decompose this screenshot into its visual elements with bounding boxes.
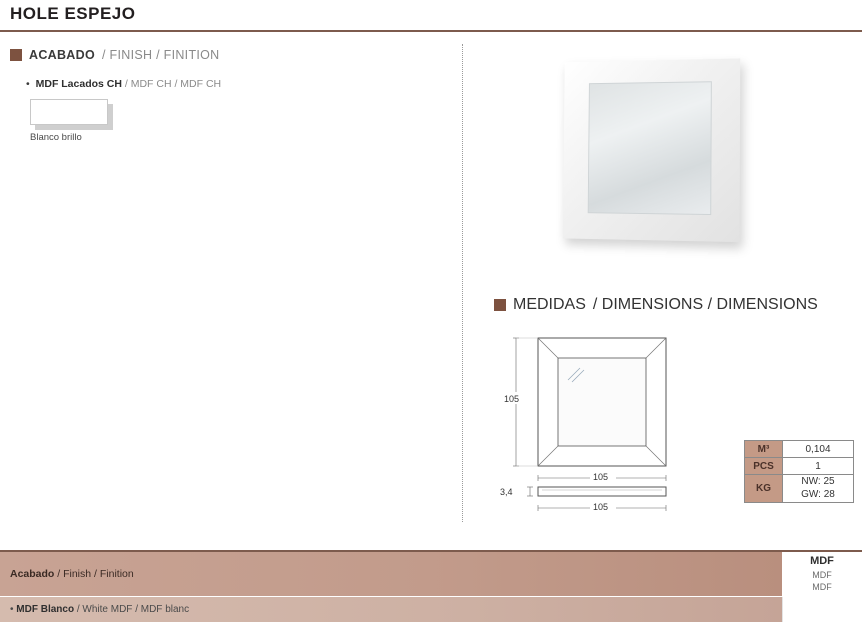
finish-item-bullet: • <box>26 78 30 90</box>
spec-label-pcs: PCS <box>745 458 783 475</box>
spec-value-net-weight: NW: 25 <box>801 476 835 487</box>
matrix-cell-mdf <box>782 596 862 622</box>
matrix-col-head-mid: MDF <box>812 570 832 581</box>
finish-item-translation: / MDF CH / MDF CH <box>124 78 222 90</box>
page-title-bar <box>0 0 862 32</box>
matrix-header-light: / Finish / Finition <box>57 567 134 580</box>
spec-value-gross-weight: GW: 28 <box>801 488 835 500</box>
dim-bottom-width-label: 105 <box>593 502 609 512</box>
table-row <box>0 596 862 622</box>
matrix-header-strong: Acabado <box>10 567 55 580</box>
matrix-row-bullet: • <box>10 603 14 615</box>
color-swatch-group <box>30 99 116 125</box>
dim-height-label: 105 <box>504 394 520 404</box>
medidas-heading-light: / DIMENSIONS / DIMENSIONS <box>592 296 818 313</box>
dim-depth-label: 3,4 <box>500 487 513 497</box>
medidas-heading-strong: MEDIDAS <box>513 296 586 313</box>
square-bullet-icon <box>494 299 506 311</box>
spec-value-pcs: 1 <box>783 458 854 475</box>
specs-table <box>744 440 854 503</box>
dim-width-label: 105 <box>593 472 609 482</box>
acabado-heading <box>10 48 462 62</box>
acabado-heading-light: / FINISH / FINITION <box>102 48 220 62</box>
vertical-dotted-divider <box>462 44 463 522</box>
table-row <box>0 552 862 596</box>
page-title: HOLE ESPEJO <box>10 4 136 23</box>
finish-matrix-table <box>0 552 862 622</box>
matrix-row-strong: MDF Blanco <box>16 603 75 615</box>
medidas-heading <box>494 296 818 314</box>
mirror-frame <box>563 58 740 242</box>
square-bullet-icon <box>10 49 22 61</box>
color-swatch-label: Blanco brillo <box>30 132 82 143</box>
spec-label-m3: M³ <box>745 441 783 458</box>
mirror-glass <box>588 81 712 215</box>
matrix-row-label <box>0 596 782 622</box>
table-row <box>745 441 854 458</box>
finish-item-name: MDF Lacados CH <box>35 78 122 90</box>
product-photo <box>560 60 740 240</box>
matrix-column-header-mdf <box>782 552 862 596</box>
finish-item <box>26 78 462 90</box>
spec-value-m3: 0,104 <box>783 441 854 458</box>
matrix-col-head-bot: MDF <box>812 582 832 593</box>
table-row <box>745 458 854 475</box>
technical-drawing-svg <box>494 330 694 525</box>
table-row <box>745 475 854 503</box>
color-swatch <box>30 99 108 125</box>
matrix-header-label <box>0 552 782 596</box>
spec-label-kg: KG <box>745 475 783 503</box>
bottom-section <box>0 550 862 622</box>
matrix-col-head-top: MDF <box>810 555 834 568</box>
matrix-row-light: / White MDF / MDF blanc <box>76 603 190 615</box>
spec-value-kg <box>783 475 854 503</box>
finish-column <box>0 34 462 544</box>
technical-drawing <box>494 330 694 525</box>
acabado-heading-strong: ACABADO <box>29 48 95 62</box>
